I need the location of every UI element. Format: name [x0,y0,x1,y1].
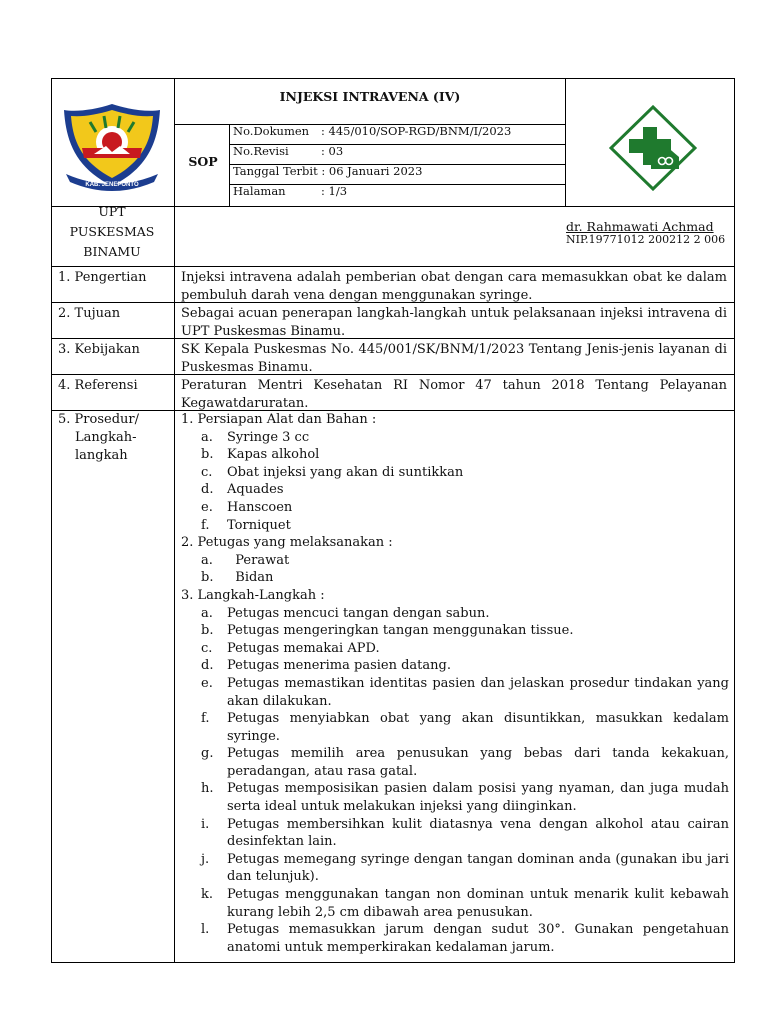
label-tujuan: 2. Tujuan [58,306,121,321]
group-title: 2. Petugas yang melaksanakan : [181,535,393,551]
item-text: Petugas memilih area penusukan yang bebas dari tanda kekakuan, peradangan, atau rasa gatal. [227,746,729,779]
text-referensi: Peraturan Mentri Kesehatan RI Nomor 47 tahun 2018 Tentang Pelayanan Kegawatdaruratan. [181,378,727,411]
label-referensi: 4. Referensi [58,378,138,393]
label-line: langkah [75,448,128,463]
item-letter: b. [201,623,214,639]
item-text: Torniquet [227,517,291,533]
meta-key: No.Revisi [233,144,289,158]
item-letter: b. [201,447,214,463]
list-item [181,569,729,587]
list-item [181,517,729,535]
list-item [181,446,729,464]
item-text: Petugas memposisikan pasien dalam posisi yang nyaman, dan juga mudah serta ideal untuk melakukan injeksi yang diinginkan. [227,781,729,815]
item-letter: e. [201,499,213,515]
item-letter: a. [201,429,213,445]
item-letter: a. [201,552,213,568]
list-item [181,675,729,710]
item-text: Bidan [227,570,274,586]
item-letter: l. [201,922,210,938]
item-letter: h. [201,781,214,797]
document-title: INJEKSI INTRAVENA (IV) [279,89,461,104]
row-divider-1 [51,266,735,267]
meta-value: : 03 [321,144,344,158]
col-divider-right [565,78,566,206]
list-item [181,816,729,851]
list-item [181,429,729,447]
procedure-list [181,411,729,956]
meta-key: No.Dokumen [233,124,310,138]
meta-tanggal-terbit [233,164,422,178]
item-letter: f. [201,711,210,727]
meta-halaman [233,184,347,198]
item-text: Syringe 3 cc [227,429,310,445]
meta-key: Halaman [233,184,286,198]
label-prosedur [58,411,139,465]
list-item [181,640,729,658]
item-letter: b. [201,570,214,586]
item-letter: k. [201,887,214,903]
item-text: Hanscoen [227,499,293,515]
meta-key: Tanggal Terbit [233,164,318,178]
list-item [181,605,729,623]
list-item [181,851,729,886]
item-letter: c. [201,464,213,480]
item-letter: d. [201,658,214,674]
meta-value: : 06 Januari 2023 [321,164,423,178]
item-text: Petugas menerima pasien datang. [227,658,451,674]
group-title: 3. Langkah-Langkah : [181,587,325,603]
item-text: Petugas memakai APD. [227,640,380,656]
list-item [181,780,729,815]
list-item [181,886,729,921]
meta-no-dokumen [233,124,511,138]
item-letter: d. [201,482,214,498]
list-item [181,552,729,570]
text-tujuan: Sebagai acuan penerapan langkah-langkah untuk pelaksanaan injeksi intravena di UPT Puskesmas Binamu. [181,306,727,339]
unit-line: PUSKESMAS [69,224,155,239]
item-text: Petugas memasukkan jarum dengan sudut 30°. Gunakan pengetahuan anatomi untuk memperkirakan kedalaman jarum. [227,922,729,955]
label-line: 5. Prosedur/ [58,412,139,427]
item-letter: a. [201,605,213,621]
meta-no-revisi [233,144,343,158]
puskesmas-logo-icon [609,105,697,191]
item-text: Petugas membersihkan kulit diatasnya vena dengan alkohol atau cairan desinfektan lain. [227,816,729,850]
item-letter: f. [201,517,210,533]
unit-line: BINAMU [83,244,141,259]
emblem-text: KAB. JENEPONTO [85,182,139,188]
item-text: Petugas mencuci tangan dengan sabun. [227,605,490,621]
group-title: 1. Persiapan Alat dan Bahan : [181,412,377,427]
meta-value: : 445/010/SOP-RGD/BNM/I/2023 [321,124,512,138]
item-text: Petugas menyiabkan obat yang akan disuntikkan, masukkan kedalam syringe. [227,711,729,744]
item-text: Kapas alkohol [227,447,320,463]
signatory-nip: NIP.19771012 200212 2 006 [566,233,726,246]
text-kebijakan: SK Kepala Puskesmas No. 445/001/SK/BNM/1/2023 Tentang Jenis-jenis layanan di Puskesmas Binamu. [181,342,727,375]
label-line: Langkah- [75,430,137,445]
text-pengertian: Injeksi intravena adalah pemberian obat dengan cara memasukkan obat ke dalam pembuluh darah vena dengan menggunakan syringe. [181,270,727,303]
list-item [181,745,729,780]
list-item [181,464,729,482]
list-item [181,499,729,517]
unit-name [52,202,172,262]
list-item [181,622,729,640]
item-text: Petugas menggunakan tangan non dominan untuk menarik kulit kebawah kurang lebih 2,5 cm dibawah area penusukan. [227,887,729,920]
item-text: Aquades [227,482,284,498]
jeneponto-emblem-icon [60,102,164,194]
meta-value: : 1/3 [321,184,348,198]
signatory-name: dr. Rahmawati Achmad [566,219,714,234]
list-item [181,657,729,675]
list-item [181,921,729,956]
item-text: Petugas mengeringkan tangan menggunakan tissue. [227,623,574,639]
item-letter: i. [201,816,210,832]
item-letter: g. [201,746,214,762]
item-text: Petugas memastikan identitas pasien dan jelaskan prosedur tindakan yang akan dilakukan. [227,675,729,709]
item-letter: c. [201,640,213,656]
col-divider-left [174,78,175,963]
item-text: Obat injeksi yang akan di suntikkan [227,464,464,480]
list-item [181,710,729,745]
list-item [181,481,729,499]
item-letter: e. [201,675,213,691]
item-text: Petugas memegang syringe dengan tangan dominan anda (gunakan ibu jari dan telunjuk). [227,851,729,885]
sop-label: SOP [188,154,218,169]
label-pengertian: 1. Pengertian [58,270,147,285]
item-text: Perawat [227,552,290,568]
label-kebijakan: 3. Kebijakan [58,342,140,357]
item-letter: j. [201,851,210,867]
unit-line: UPT [98,204,126,219]
